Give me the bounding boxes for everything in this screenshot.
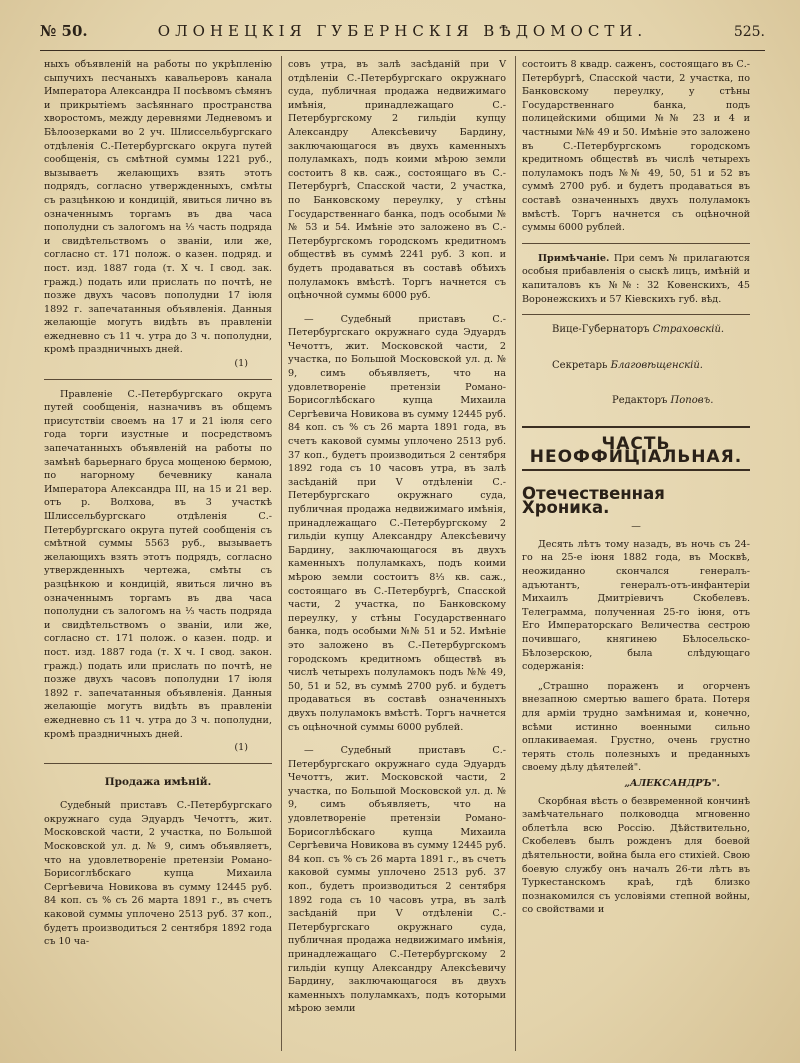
telegram-quote: „Страшно пораженъ и огорченъ внезапною смертью вашего брата. Потеря для арміи трудно замѣнимая и, конечно, всѣми истинно военными сильно оплакиваемая. Грустно, очень грустно терять столь полезныхъ и преданныхъ своему дѣлу дѣятелей".	[522, 680, 750, 774]
chronicle-heading: Отечественная Хроника.	[522, 484, 665, 517]
notice-text: состоитъ 8 квадр. саженъ, состоящаго въ С.-Петербургѣ, Спасской части, 2 участка, по Банковскому переулку, у стѣны Государственнаго банка, подъ полицейскими общими №№ 23 и 4 и частными №№ 49 и 50. Имѣніе это заложено въ С.-Петербургскомъ городскомъ кредитномъ обществѣ въ числѣ четырехъ полуламокъ подъ №№ 49, 50, 51 и 52 въ суммѣ 2700 руб. и будетъ продаваться въ составѣ означенныхъ двухъ полуламокъ вмѣстѣ. Торгъ начнется съ оцѣночной суммы 6000 рублей.	[522, 59, 750, 234]
column-middle	[288, 58, 506, 1016]
notice-text: Судебный приставъ С.-Петербургскаго окружнаго суда Эдуардъ Чечоттъ, жит. Московской части, 2 участка, по Большой Московской ул. д. № 9, симъ объявляетъ, что на удовлетвореніе претензіи Романо-Борисоглѣбскаго купца Михаила Сергѣевича Новикова въ сумму 12445 руб. 84 коп. съ % съ 26 марта 1891 г., въ счетъ каковой суммы уплочено 2513 руб. 37 коп., будетъ производиться 2 сентября 1892 года съ 10 ча-	[44, 800, 272, 948]
signature-name: Поповъ.	[670, 395, 714, 407]
column-divider-1	[281, 56, 282, 1051]
notice-text: — Судебный приставъ С.-Петербургскаго окружнаго суда Эдуардъ Чечоттъ, жит. Московской части, 2 участка, по Большой Московской ул. д. № 9, симъ объявляетъ, что на удовлетвореніе претензіи Романо-Борисоглѣбскаго купца Михаила Сергѣевича Новикова въ сумму 12445 руб. 84 коп. съ % съ 26 марта 1891 г., въ счетъ каковой суммы уплочено 2513 руб. 37 коп., будетъ производиться 2 сентября 1892 года съ 10 часовъ утра, въ залѣ засѣданій при V отдѣленіи С.-Петербургскаго окружнаго суда, публичная продажа недвижимаго имѣнія, принадлежащаго С.-Петербургскому 2 гильдіи купцу Александру Алексѣевичу Бардину, заключающагося въ двухъ каменныхъ полуламкахъ, подъ которыми мѣрою земли	[288, 745, 506, 1015]
separator	[44, 379, 272, 380]
column-left	[44, 58, 272, 949]
signature-title: Секретарь	[552, 359, 608, 371]
note-paragraph	[522, 252, 750, 306]
newspaper-title: ОЛОНЕЦКІЯ ГУБЕРНСКІЯ ВѢДОМОСТИ.	[157, 22, 648, 40]
chronicle-text: Скорбная вѣсть о безвременной кончинѣ замѣчательнаго полководца мгновенно облетѣла всю Россію. Дѣйствительно, Скобелевъ былъ рожденъ для боевой дѣятельности, война была его стихіей. Свою боевую службу онъ началъ 26-ти лѣтъ въ Туркестанскомъ краѣ, гдѣ близко познакомился съ условіями степной войны, со свойствами и	[522, 795, 750, 916]
notice-text: Правленіе С.-Петербургскаго округа путей сообщенія, назначивъ въ общемъ присутствіи своемъ на 17 и 21 іюля сего года торги изустные и посредствомъ запечатанныхъ объявленій на работы по замѣнѣ барьернаго бруса мощеною бермою, по нагорному бечевнику канала Императора Александра III, на 15 и 21 вер. отъ р. Волхова, въ 3 участкѣ Шлиссельбургскаго отдѣленія С.-Петербургскаго округа путей сообщенія съ смѣтной суммы 5563 руб., вызываетъ желающихъ взять этотъ подрядъ, согласно утвержденныхъ чертежа, смѣты съ разцѣнкою и кондицій, явиться лично въ означеннымъ торгамъ въ два часа пополудни съ залогомъ на ⅓ часть подряда и свидѣтельствомъ о званіи, или же, согласно ст. 171 полож. о казен. подр. и пост. изд. 1887 года (т. X ч. I свод. закон. гражд.) подать или прислать по почтѣ, не позже двухъ часовъ пополудни 17 іюля 1892 г. запечатанныя объявленія. Данныя желающіе могутъ видѣть въ правленіи ежедневно съ 11 ч. утра до 3 ч. пополудни, кромѣ праздничныхъ дней.	[44, 388, 272, 740]
column-right	[522, 58, 750, 917]
signature-vice-governor	[522, 323, 750, 337]
note-text: При семъ № прилагаются особыя прибавленія о сыскѣ лицъ, имѣній и капиталовъ къ №№: 32 Ковенскихъ, 45 Воронежскихъ и 57 Кіевскихъ губ. вѣд.	[522, 252, 750, 305]
signature-title: Редакторъ	[612, 395, 668, 407]
chronicle-text: Десять лѣтъ тому назадъ, въ ночь съ 24-го на 25-е іюня 1882 года, въ Москвѣ, неожиданно скончался генералъ-адъютантъ, генералъ-отъ-инфантеріи Михаилъ Дмитріевичъ Скобелевъ. Телеграмма, полученная 25-го іюня, отъ Его Императорскаго Величества сестрою почившаго, княгинею Бѣлосельско-Бѣлозерскою, была слѣдующаго содержанія:	[522, 538, 750, 673]
issue-number: № 50.	[40, 22, 88, 40]
note-label: Примѣчаніе.	[538, 252, 610, 264]
separator	[522, 314, 750, 315]
separator	[522, 243, 750, 244]
section-heading: Продажа имѣній.	[104, 775, 212, 788]
notice-text: — Судебный приставъ С.-Петербургскаго окружнаго суда Эдуардъ Чечоттъ, жит. Московской части, 2 участка, по Большой Московской ул. д. № 9, симъ объявляетъ, что на удовлетвореніе претензіи Романо-Борисоглѣбскаго купца Михаила Сергѣевича Новикова въ сумму 12445 руб. 84 коп. съ % съ 26 марта 1891 года, въ счетъ каковой суммы уплочено 2513 руб. 37 коп., будетъ производиться 2 сентября 1892 года съ 10 часовъ утра, въ залѣ засѣданій при V отдѣленіи С.-Петербургскаго окружнаго суда, публичная продажа недвижимаго имѣнія, принадлежащаго С.-Петербургскому 2 гильдіи купцу Александру Алексѣевичу Бардину, заключающагося въ двухъ каменныхъ полуламкахъ, подъ коими мѣрою земли состоитъ 8⅓ кв. саж., состоящаго въ С.-Петербургѣ, Спасской части, 2 участка, по Банковскому переулку, у стѣны Государственнаго банка, подъ особыми №№ 51 и 52. Имѣніе это заложено въ С.-Петербургскомъ городскомъ кредитномъ обществѣ въ числѣ четырехъ полуламокъ подъ №№ 49, 50, 51 и 52, въ суммѣ 2700 руб. и будетъ продаваться въ составѣ означенныхъ двухъ полуламокъ вмѣстѣ. Торгъ начнется съ оцѣночной суммы 6000 рублей.	[288, 313, 506, 733]
signature-name: Благовѣщенскій.	[610, 359, 703, 371]
banner-rule-bottom	[522, 469, 750, 471]
notice-text: совъ утра, въ залѣ засѣданій при V отдѣленіи С.-Петербургскаго окружнаго суда, публичная продажа недвижимаго имѣнія, принадлежащаго С.-Петербургскому 2 гильдіи купцу Александру Алексѣевичу Бардину, заключающагося въ двухъ каменныхъ полуламкахъ, подъ коими мѣрою земли состоитъ 8 кв. саж., состоящаго въ С.-Петербургѣ, Спасской части, 2 участка, по Банковскому переулку, у стѣны Государственнаго банка, подъ особыми №№ 53 и 54. Имѣніе это заложено въ С.-Петербургскомъ городскомъ кредитномъ обществѣ въ суммѣ 2241 руб. 3 коп. и будетъ продаваться въ составѣ обѣихъ полуламокъ вмѣстѣ. Торгъ начнется съ оцѣночной суммы 6000 руб.	[288, 59, 506, 302]
dash-separator: —	[631, 521, 641, 533]
telegram-signature: „АЛЕКСАНДРЪ".	[624, 777, 720, 789]
signature-title: Вице-Губернаторъ	[552, 324, 650, 336]
column-divider-2	[515, 56, 516, 1051]
banner-rule-top	[522, 426, 750, 428]
header-rule	[40, 50, 765, 51]
notice-mark: (1)	[234, 358, 248, 370]
page-header	[40, 18, 765, 46]
page-number: 525.	[733, 24, 765, 40]
signature-editor	[522, 394, 750, 408]
separator	[44, 763, 272, 764]
signature-name: Страховскій.	[652, 324, 725, 336]
unofficial-section-banner: ЧАСТЬ НЕОФФИЦІАЛЬНАЯ.	[529, 433, 743, 468]
signature-secretary	[522, 359, 750, 373]
notice-text: ныхъ объявленій на работы по укрѣпленію сыпучихъ песчаныхъ кавальеровъ канала Императора Александра II посѣвомъ сѣмянъ и прикрытіемъ засѣяннаго пространства хворостомъ, между деревнями Ледневомъ и Бѣлоозерками во 2 уч. Шлиссельбургскаго отдѣленія С.-Петербургскаго округа путей сообщенія, съ смѣтной суммы 1221 руб., вызываетъ желающихъ взять этотъ подрядъ, согласно утвержденныхъ, смѣты съ разцѣнкою и кондицій, явиться лично въ означеннымъ торгамъ въ два часа пополудни съ залогомъ на ⅓ часть подряда и свидѣтельствомъ о званіи, или же, согласно ст. 171 полож. о казен. подряд. и пост. изд. 1887 года (т. X ч. I свод. зак. гражд.) подать или прислать по почтѣ, не позже двухъ часовъ пополудни 17 іюля 1892 г. запечатанныя объявленія. Данныя желающіе могутъ видѣть въ правленіи ежедневно съ 11 ч. утра до 3 ч. пополудни, кромѣ праздничныхъ дней.	[44, 59, 273, 356]
notice-mark: (1)	[234, 742, 248, 754]
